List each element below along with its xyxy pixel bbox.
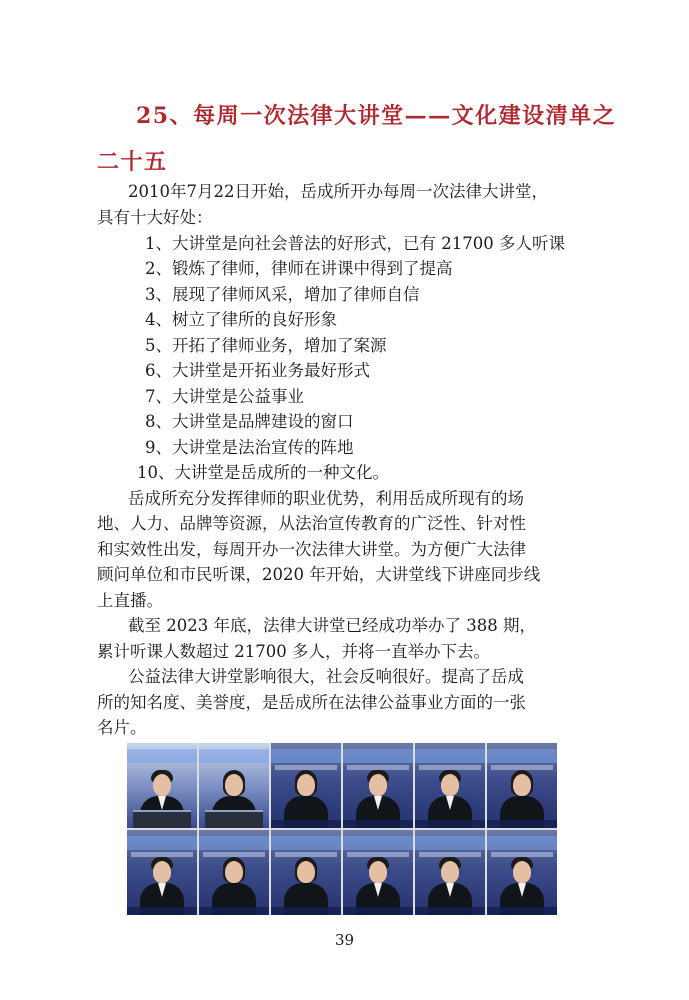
lecturer-photo: [199, 743, 269, 828]
benefit-item-8: 8、大讲堂是品牌建设的窗口: [145, 412, 354, 431]
intro-line-1: 2010年7月22日开始，岳成所开办每周一次法律大讲堂，: [128, 182, 548, 201]
paragraph-1-line-4: 顾问单位和市民听课，2020 年开始，大讲堂线下讲座同步线: [97, 565, 541, 584]
benefit-item-3: 3、展现了律师风采，增加了律师自信: [145, 285, 420, 304]
paragraph-1-line-5: 上直播。: [97, 591, 163, 610]
lecturer-photo: [487, 743, 557, 828]
paragraph-3-line-2: 所的知名度、美誉度，是岳成所在法律公益事业方面的一张: [97, 693, 526, 712]
benefit-item-2: 2、锻炼了律师，律师在讲课中得到了提高: [145, 259, 453, 278]
lecturer-photo: [127, 830, 197, 915]
benefit-item-5: 5、开拓了律师业务，增加了案源: [145, 336, 387, 355]
lecturer-photo: [199, 830, 269, 915]
intro-line-2: 具有十大好处：: [97, 208, 213, 227]
benefit-item-9: 9、大讲堂是法治宣传的阵地: [145, 438, 354, 457]
lecturer-photo: [127, 743, 197, 828]
paragraph-3-line-1: 公益法律大讲堂影响很大，社会反响很好。提高了岳成: [128, 667, 524, 686]
lecturer-photo: [415, 743, 485, 828]
benefit-item-1: 1、大讲堂是向社会普法的好形式，已有 21700 多人听课: [145, 234, 565, 253]
paragraph-1-line-3: 和实效性出发，每周开办一次法律大讲堂。为方便广大法律: [97, 540, 526, 559]
benefit-item-7: 7、大讲堂是公益事业: [145, 387, 304, 406]
lecturer-photo-collage: [127, 743, 557, 915]
section-title-line-2: 二十五: [97, 149, 168, 175]
lecturer-photo: [415, 830, 485, 915]
lecturer-photo: [271, 830, 341, 915]
lecturer-photo: [271, 743, 341, 828]
benefit-item-4: 4、树立了律所的良好形象: [145, 310, 337, 329]
paragraph-1-line-2: 地、人力、品牌等资源，从法治宣传教育的广泛性、针对性: [97, 514, 526, 533]
paragraph-2-line-1: 截至 2023 年底，法律大讲堂已经成功举办了 388 期，: [128, 616, 536, 635]
lecturer-photo: [343, 743, 413, 828]
section-title-line-1: 25、每周一次法律大讲堂——文化建设清单之: [136, 103, 617, 129]
benefit-item-10: 10、大讲堂是岳成所的一种文化。: [137, 463, 389, 482]
paragraph-1-line-1: 岳成所充分发挥律师的职业优势，利用岳成所现有的场: [128, 489, 524, 508]
page-number: 39: [334, 931, 355, 949]
lecturer-photo: [487, 830, 557, 915]
paragraph-3-line-3: 名片。: [97, 718, 147, 737]
paragraph-2-line-2: 累计听课人数超过 21700 多人，并将一直举办下去。: [97, 642, 490, 661]
benefit-item-6: 6、大讲堂是开拓业务最好形式: [145, 361, 370, 380]
lecturer-photo: [343, 830, 413, 915]
